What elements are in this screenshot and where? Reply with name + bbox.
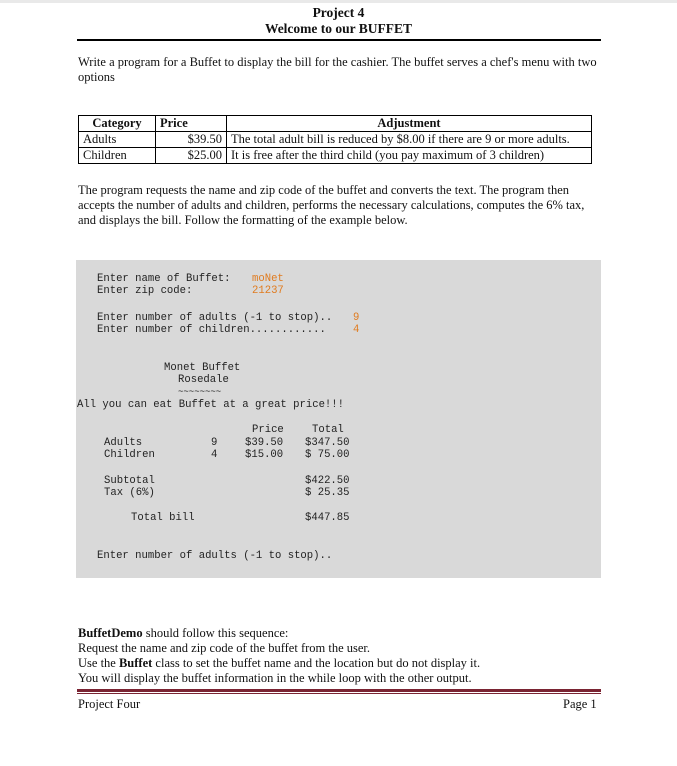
footer-page-number: Page 1 xyxy=(563,697,597,711)
footer-rule xyxy=(77,689,601,692)
children-label: Children xyxy=(104,449,155,461)
adults-total: $347.50 xyxy=(305,437,350,449)
sequence-line-2-pre: Use the xyxy=(78,656,119,670)
menu-table xyxy=(78,115,592,164)
input-children: 4 xyxy=(353,324,360,336)
buffet-name: Monet Buffet xyxy=(164,362,241,374)
sequence-heading xyxy=(78,626,638,641)
console-output xyxy=(76,260,601,578)
program-description: The program requests the name and zip code of the buffet and converts the text. The program then accepts the number of adults and children, performs the necessary calculations, computes the 6% tax, and displays the bill. Follow the formatting of the example below. xyxy=(78,183,585,227)
buffet-location: Rosedale xyxy=(178,374,229,386)
subtotal-value: $422.50 xyxy=(305,475,350,487)
adults-price: $39.50 xyxy=(245,437,284,449)
input-adults: 9 xyxy=(353,312,360,324)
table-row xyxy=(79,148,592,164)
prompt-children: Enter number of children............ xyxy=(97,324,326,336)
children-count: 4 xyxy=(211,449,218,461)
header-price: Price xyxy=(156,116,227,132)
children-price: $15.00 xyxy=(245,449,284,461)
footer-rule-thin xyxy=(77,693,601,694)
header-category: Category xyxy=(79,116,156,132)
page-title: Project 4 xyxy=(312,5,365,20)
total-label: Total bill xyxy=(131,512,195,524)
sequence-line-3: You will display the buffet information in the while loop with the other output. xyxy=(78,671,472,685)
footer-project: Project Four xyxy=(78,697,141,711)
adults-label: Adults xyxy=(104,437,143,449)
col-price-header: Price xyxy=(252,424,284,436)
header-adjustment: Adjustment xyxy=(227,116,592,132)
top-rule xyxy=(0,0,677,3)
prompt-adults: Enter number of adults (-1 to stop).. xyxy=(97,312,333,324)
sequence-line-2 xyxy=(78,656,638,671)
table-row xyxy=(79,132,592,148)
sequence-line-2-post: class to set the buffet name and the location but do not display it. xyxy=(152,656,481,670)
intro-paragraph: Write a program for a Buffet to display the bill for the cashier. The buffet serves a chef's menu with two options xyxy=(78,55,597,84)
subtotal-label: Subtotal xyxy=(104,475,155,487)
cell-adjustment: The total adult bill is reduced by $8.00 if there are 9 or more adults. xyxy=(227,132,592,148)
cell-price: $25.00 xyxy=(156,148,227,164)
header-rule xyxy=(77,39,601,41)
tax-label: Tax (6%) xyxy=(104,487,155,499)
input-zip: 21237 xyxy=(252,285,284,297)
cell-adjustment: It is free after the third child (you pay maximum of 3 children) xyxy=(227,148,592,164)
sequence-heading-text: should follow this sequence: xyxy=(142,626,289,640)
total-value: $447.85 xyxy=(305,512,350,524)
class-name-buffet: Buffet xyxy=(118,656,153,670)
cell-category: Adults xyxy=(79,132,156,148)
tax-value: $ 25.35 xyxy=(305,487,350,499)
final-prompt: Enter number of adults (-1 to stop).. xyxy=(97,550,333,562)
table-header-row xyxy=(79,116,592,132)
prompt-zip: Enter zip code: xyxy=(97,285,193,297)
class-name-buffetdemo: BuffetDemo xyxy=(78,626,143,640)
input-name: moNet xyxy=(252,273,284,285)
prompt-name: Enter name of Buffet: xyxy=(97,273,231,285)
tilde-divider: ~~~~~~~~ xyxy=(178,387,222,397)
cell-category: Children xyxy=(79,148,156,164)
page-subtitle: Welcome to our BUFFET xyxy=(264,21,413,36)
adults-count: 9 xyxy=(211,437,218,449)
slogan: All you can eat Buffet at a great price!!! xyxy=(77,399,345,411)
children-total: $ 75.00 xyxy=(305,449,350,461)
cell-price: $39.50 xyxy=(156,132,227,148)
sequence-line-1: Request the name and zip code of the buffet from the user. xyxy=(78,641,371,655)
col-total-header: Total xyxy=(312,424,344,436)
